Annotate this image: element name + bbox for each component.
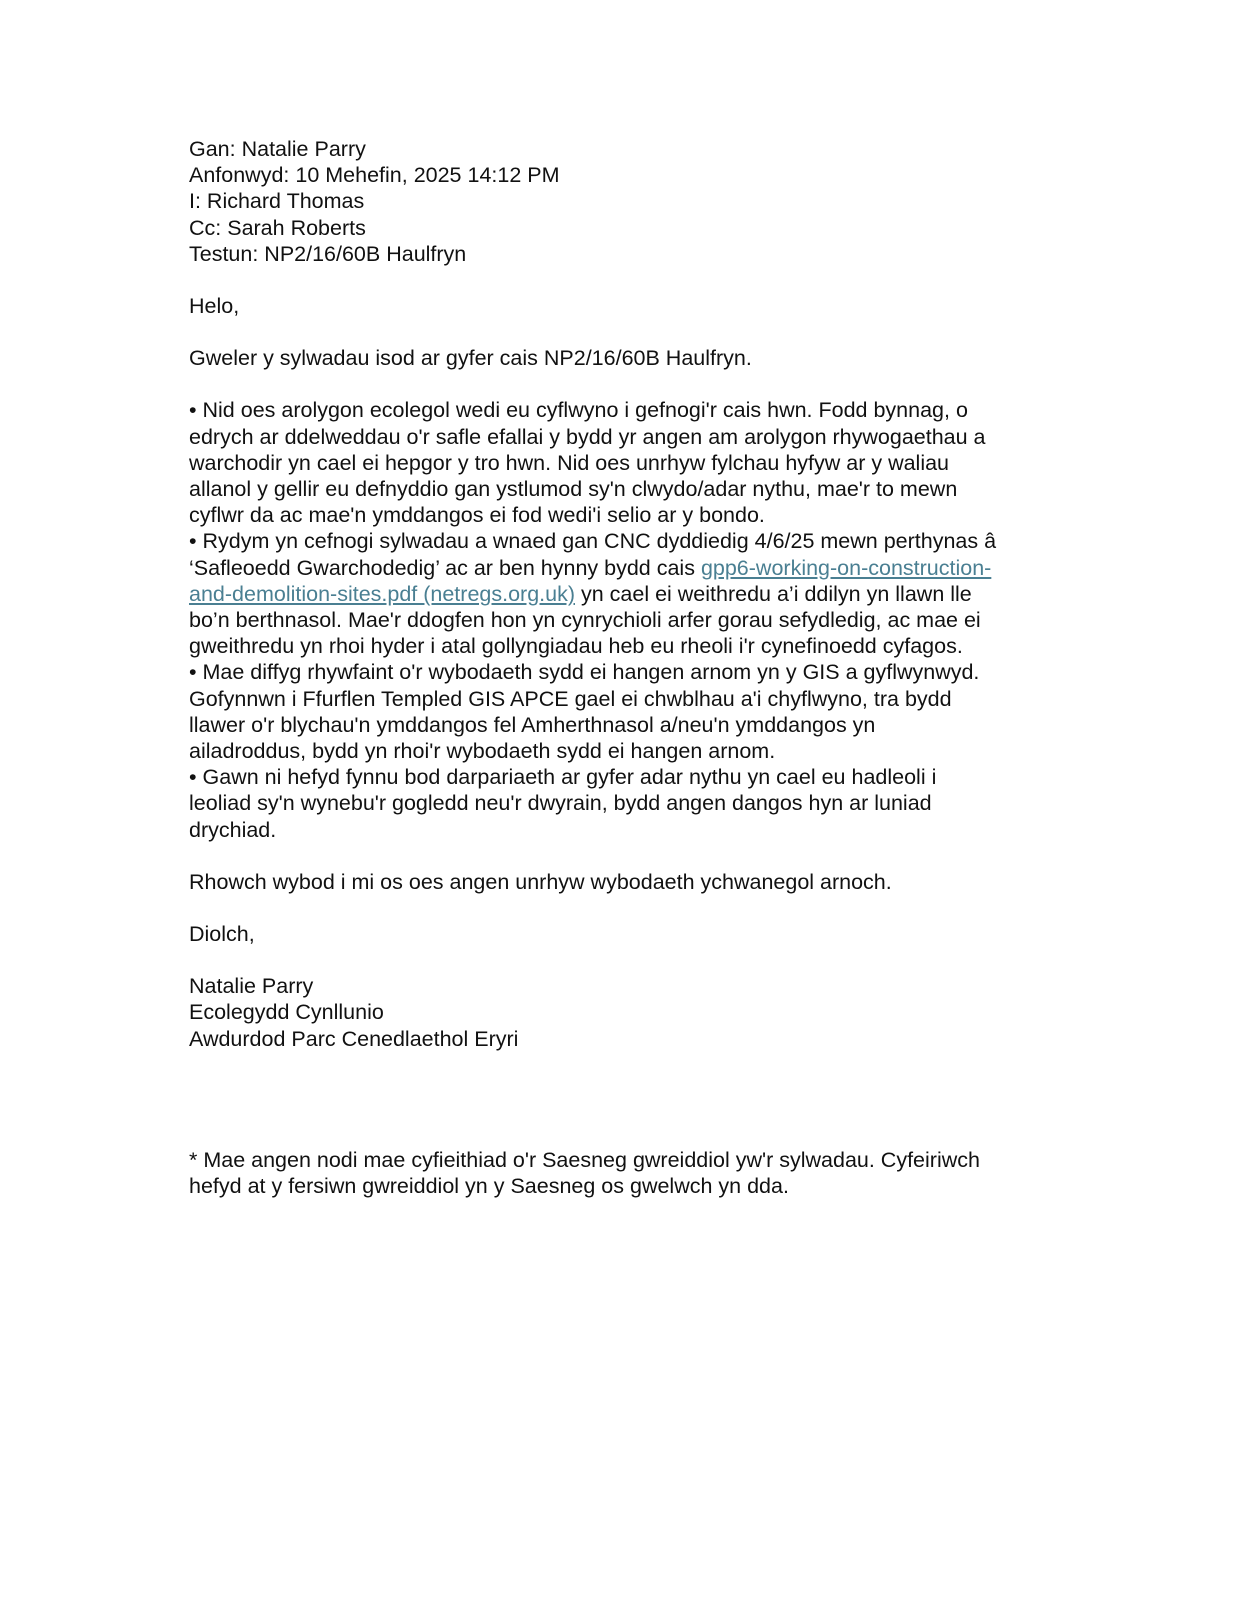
signoff: Diolch, xyxy=(189,922,255,947)
bullet-cnc-comments xyxy=(189,528,1049,659)
bullet-line: • Gawn ni hefyd fynnu bod darpariaeth ar gyfer adar nythu yn cael eu hadleoli i xyxy=(189,765,937,790)
to-line: I: Richard Thomas xyxy=(189,189,365,214)
bullet-line: • Rydym yn cefnogi sylwadau a wnaed gan CNC dyddiedig 4/6/25 mewn perthynas â xyxy=(189,529,997,554)
footnote-line: * Mae angen nodi mae cyfieithiad o'r Saesneg gwreiddiol yw'r sylwadau. Cyfeiriwch xyxy=(189,1148,980,1172)
bullet-line xyxy=(189,581,1049,607)
bullet-line: leoliad sy'n wynebu'r gogledd neu'r dwyrain, bydd angen dangos hyn ar luniad xyxy=(189,791,932,816)
bullet-text: yn cael ei weithredu a’i ddilyn yn llawn lle xyxy=(575,581,972,606)
bullet-line: warchodir yn cael ei hepgor y tro hwn. Nid oes unrhyw fylchau hyfyw ar y waliau xyxy=(189,450,950,475)
signature-title: Ecolegydd Cynllunio xyxy=(189,1000,384,1025)
closing-paragraph: Rhowch wybod i mi os oes angen unrhyw wybodaeth ychwanegol arnoch. xyxy=(189,869,892,894)
signature-block xyxy=(189,973,1049,1052)
bullet-list xyxy=(189,397,1049,842)
translation-footnote xyxy=(189,1147,1049,1199)
bullet-gis-information xyxy=(189,659,1049,764)
bullet-line: ailadroddus, bydd yn rhoi'r wybodaeth sydd ei hangen arnom. xyxy=(189,739,776,764)
greeting: Helo, xyxy=(189,294,240,319)
subject-line: Testun: NP2/16/60B Haulfryn xyxy=(189,241,467,266)
bullet-line: bo’n berthnasol. Mae'r ddogfen hon yn cynrychioli arfer gorau sefydledig, ac mae ei xyxy=(189,608,981,633)
email-body xyxy=(189,136,1049,1052)
bullet-line: • Mae diffyg rhywfaint o'r wybodaeth sydd ei hangen arnom yn y GIS a gyflwynwyd. xyxy=(189,660,980,685)
bullet-ecological-surveys xyxy=(189,397,1049,528)
bullet-line: allanol y gellir eu defnyddio gan ystlumod sy'n clwydo/adar nythu, mae'r to mewn xyxy=(189,477,958,502)
bullet-line: llawer o'r blychau'n ymddangos fel Amherthnasol a/neu'n ymddangos yn xyxy=(189,712,876,737)
bullet-nesting-birds xyxy=(189,764,1049,843)
bullet-line: • Nid oes arolygon ecolegol wedi eu cyflwyno i gefnogi'r cais hwn. Fodd bynnag, o xyxy=(189,398,968,423)
bullet-line: drychiad. xyxy=(189,817,277,842)
bullet-line: gweithredu yn rhoi hyder i atal gollyngiadau heb eu rheoli i'r cynefinoedd cyfagos. xyxy=(189,634,963,659)
bullet-line: Gofynnwn i Ffurflen Templed GIS APCE gael ei chwblhau a'i chyflwyno, tra bydd xyxy=(189,686,952,711)
cc-line: Cc: Sarah Roberts xyxy=(189,215,366,240)
from-line: Gan: Natalie Parry xyxy=(189,137,366,161)
signature-name: Natalie Parry xyxy=(189,974,314,999)
footnote-line: hefyd at y fersiwn gwreiddiol yn y Saesneg os gwelwch yn dda. xyxy=(189,1174,789,1199)
sent-line: Anfonwyd: 10 Mehefin, 2025 14:12 PM xyxy=(189,163,560,188)
intro-paragraph: Gweler y sylwadau isod ar gyfer cais NP2/16/60B Haulfryn. xyxy=(189,346,752,371)
signature-organisation: Awdurdod Parc Cenedlaethol Eryri xyxy=(189,1026,519,1051)
bullet-line xyxy=(189,555,1049,581)
bullet-text: ‘Safleoedd Gwarchodedig’ ac ar ben hynny bydd cais xyxy=(189,555,701,580)
bullet-line: cyflwr da ac mae'n ymddangos ei fod wedi'i selio ar y bondo. xyxy=(189,503,765,528)
gpp6-document-link-continued[interactable]: and-demolition-sites.pdf (netregs.org.uk) xyxy=(189,581,575,606)
gpp6-document-link[interactable]: gpp6-working-on-construction- xyxy=(700,555,992,580)
email-header xyxy=(189,136,1049,267)
bullet-line: edrych ar ddelweddau o'r safle efallai y bydd yr angen am arolygon rhywogaethau a xyxy=(189,424,986,449)
